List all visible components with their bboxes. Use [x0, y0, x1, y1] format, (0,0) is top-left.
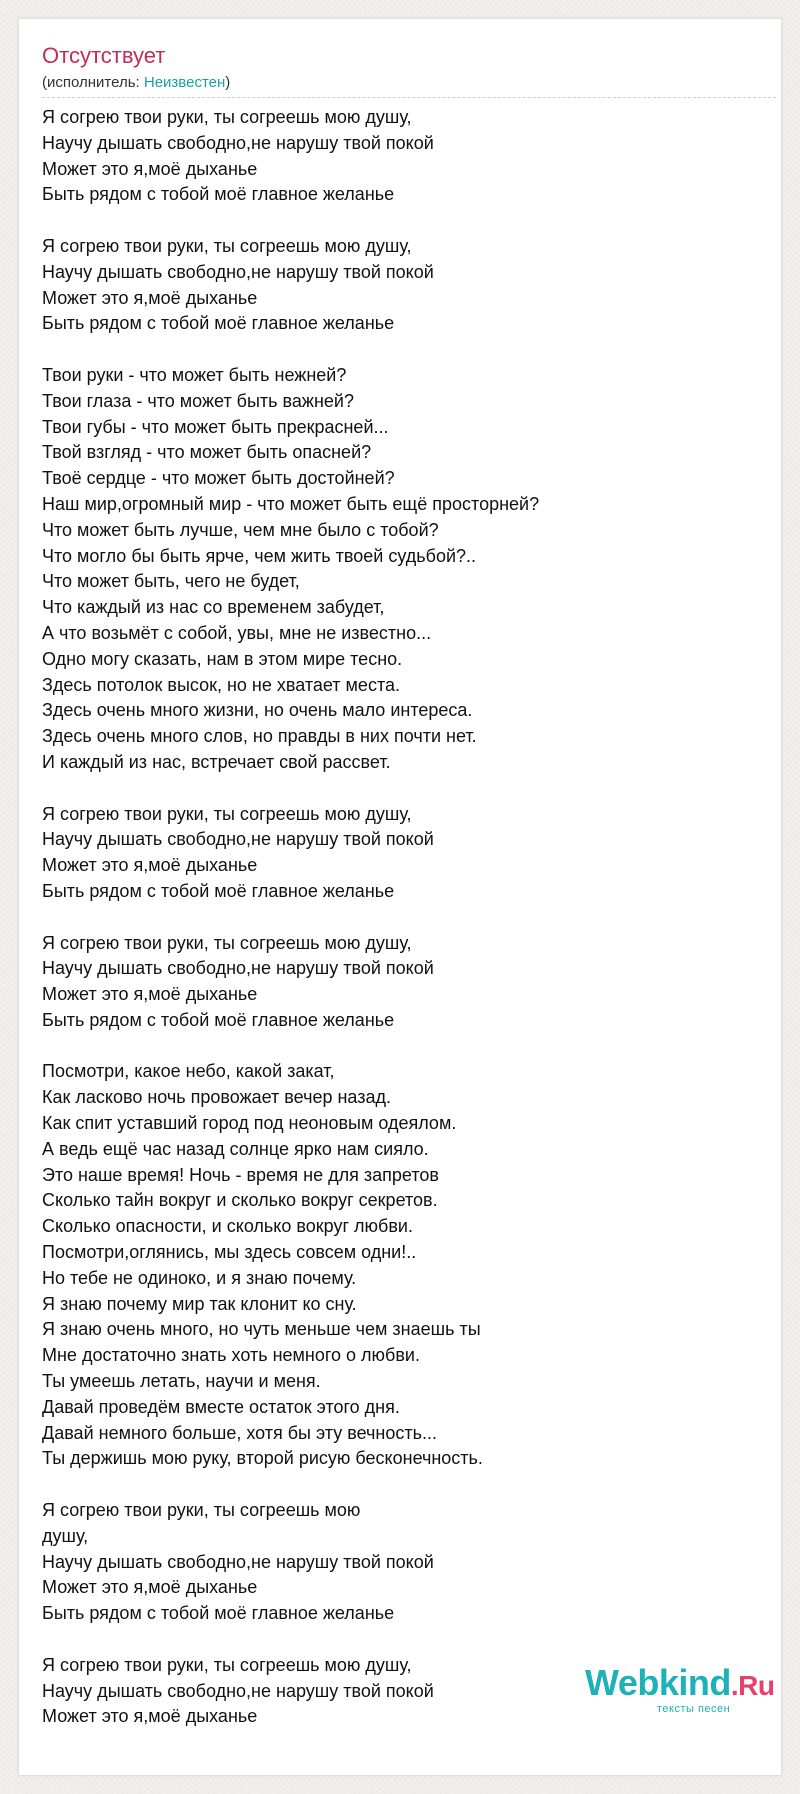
- lyric-blank-line: [42, 1472, 762, 1498]
- lyric-line: Твои губы - что может быть прекрасней...: [42, 416, 389, 437]
- lyric-blank-line: [42, 1034, 762, 1060]
- lyric-line: Наш мир,огромный мир - что может быть ещё просторней?: [42, 493, 540, 514]
- lyric-line: Твои руки - что может быть нежней?: [42, 364, 347, 385]
- lyric-line: Ты умеешь летать, научи и меня.: [42, 1371, 321, 1392]
- lyric-line: Посмотри, какое небо, какой закат,: [42, 1061, 335, 1082]
- lyric-blank-line: [42, 905, 762, 931]
- lyric-line: Но тебе не одиноко, и я знаю почему.: [42, 1267, 357, 1288]
- lyric-line: Быть рядом с тобой моё главное желанье: [42, 184, 395, 205]
- lyric-line: А что возьмёт с собой, увы, мне не известно...: [42, 622, 432, 643]
- logo-suffix: .Ru: [730, 1670, 775, 1701]
- lyric-line: Я согрею твои руки, ты согреешь мою душу,: [42, 107, 412, 127]
- lyric-line: душу,: [42, 1525, 89, 1546]
- lyric-line: Научу дышать свободно,не нарушу твой покой: [42, 261, 434, 282]
- lyric-line: Научу дышать свободно,не нарушу твой покой: [42, 132, 434, 153]
- lyric-blank-line: [42, 208, 762, 234]
- lyrics-card: [18, 18, 782, 1776]
- lyric-line: Что может быть, чего не будет,: [42, 571, 300, 592]
- webkind-logo[interactable]: [585, 1661, 785, 1721]
- lyric-line: Давай проведём вместе остаток этого дня.: [42, 1396, 400, 1417]
- lyric-line: Что каждый из нас со временем забудет,: [42, 597, 385, 618]
- lyric-line: Это наше время! Ночь - время не для запретов: [42, 1164, 439, 1185]
- lyric-blank-line: [42, 337, 762, 363]
- lyric-line: Здесь очень много жизни, но очень мало интереса.: [42, 700, 473, 721]
- lyric-line: Быть рядом с тобой моё главное желанье: [42, 880, 395, 901]
- lyric-line: Научу дышать свободно,не нарушу твой покой: [42, 1551, 434, 1572]
- logo-wordmark: [585, 1661, 774, 1708]
- lyric-line: Как ласково ночь провожает вечер назад.: [42, 1087, 391, 1108]
- lyric-line: Может это я,моё дыханье: [42, 1577, 258, 1598]
- lyric-line: Может это я,моё дыханье: [42, 855, 258, 876]
- title-divider: [42, 97, 776, 98]
- lyric-line: Что могло бы быть ярче, чем жить твоей судьбой?..: [42, 545, 477, 566]
- lyric-line: Давай немного больше, хотя бы эту вечность...: [42, 1422, 437, 1443]
- lyric-line: Может это я,моё дыханье: [42, 984, 258, 1005]
- lyric-line: Может это я,моё дыханье: [42, 287, 258, 308]
- meta-suffix: ): [225, 74, 231, 91]
- lyric-line: Я согрею твои руки, ты согреешь мою душу,: [42, 235, 412, 256]
- lyric-line: Я согрею твои руки, ты согреешь мою душу,: [42, 932, 412, 953]
- lyric-line: Может это я,моё дыханье: [42, 158, 258, 179]
- lyric-line: А ведь ещё час назад солнце ярко нам сияло.: [42, 1138, 429, 1159]
- logo-name: Webkind: [585, 1662, 731, 1703]
- lyric-line: Одно могу сказать, нам в этом мире тесно.: [42, 648, 403, 669]
- logo-tagline: тексты песен: [657, 1703, 731, 1715]
- lyric-blank-line: [42, 776, 762, 802]
- lyric-line: Твои глаза - что может быть важней?: [42, 390, 354, 411]
- lyric-line: Ты держишь мою руку, второй рисую бесконечность.: [42, 1448, 483, 1469]
- lyric-line: Научу дышать свободно,не нарушу твой покой: [42, 958, 434, 979]
- lyric-line: Быть рядом с тобой моё главное желанье: [42, 313, 395, 334]
- lyric-line: Я согрею твои руки, ты согреешь мою душу,: [42, 1654, 412, 1675]
- lyric-line: Научу дышать свободно,не нарушу твой покой: [42, 1680, 434, 1701]
- lyric-line: Я знаю очень много, но чуть меньше чем знаешь ты: [42, 1319, 481, 1340]
- lyrics-text: [42, 105, 762, 1730]
- lyric-line: Твой взгляд - что может быть опасней?: [42, 442, 372, 463]
- lyric-line: Сколько тайн вокруг и сколько вокруг секретов.: [42, 1190, 438, 1211]
- lyric-line: Твоё сердце - что может быть достойней?: [42, 468, 395, 489]
- lyric-line: Сколько опасности, и сколько вокруг любви.: [42, 1216, 413, 1237]
- lyric-line: Быть рядом с тобой моё главное желанье: [42, 1603, 395, 1624]
- artist-link[interactable]: Неизвестен: [143, 74, 226, 91]
- lyric-line: Научу дышать свободно,не нарушу твой покой: [42, 829, 434, 850]
- lyric-line: Здесь очень много слов, но правды в них почти нет.: [42, 726, 477, 747]
- meta-prefix: (исполнитель:: [42, 74, 144, 91]
- lyric-line: Быть рядом с тобой моё главное желанье: [42, 1009, 395, 1030]
- lyric-line: Мне достаточно знать хоть немного о любви.: [42, 1345, 420, 1366]
- song-title: Отсутствует: [42, 43, 166, 68]
- lyric-line: Посмотри,оглянись, мы здесь совсем одни!..: [42, 1242, 417, 1263]
- lyric-line: И каждый из нас, встречает свой рассвет.: [42, 751, 391, 772]
- lyric-line: Может это я,моё дыханье: [42, 1706, 258, 1727]
- lyric-line: Как спит уставший город под неоновым одеялом.: [42, 1113, 457, 1134]
- lyric-line: Я согрею твои руки, ты согреешь мою: [42, 1500, 361, 1521]
- lyric-line: Что может быть лучше, чем мне было с тобой?: [42, 519, 439, 540]
- lyric-blank-line: [42, 1627, 762, 1653]
- lyric-line: Я согрею твои руки, ты согреешь мою душу,: [42, 803, 412, 824]
- lyric-line: Здесь потолок высок, но не хватает места.: [42, 674, 400, 695]
- lyric-line: Я знаю почему мир так клонит ко сну.: [42, 1293, 357, 1314]
- song-meta: [42, 73, 230, 93]
